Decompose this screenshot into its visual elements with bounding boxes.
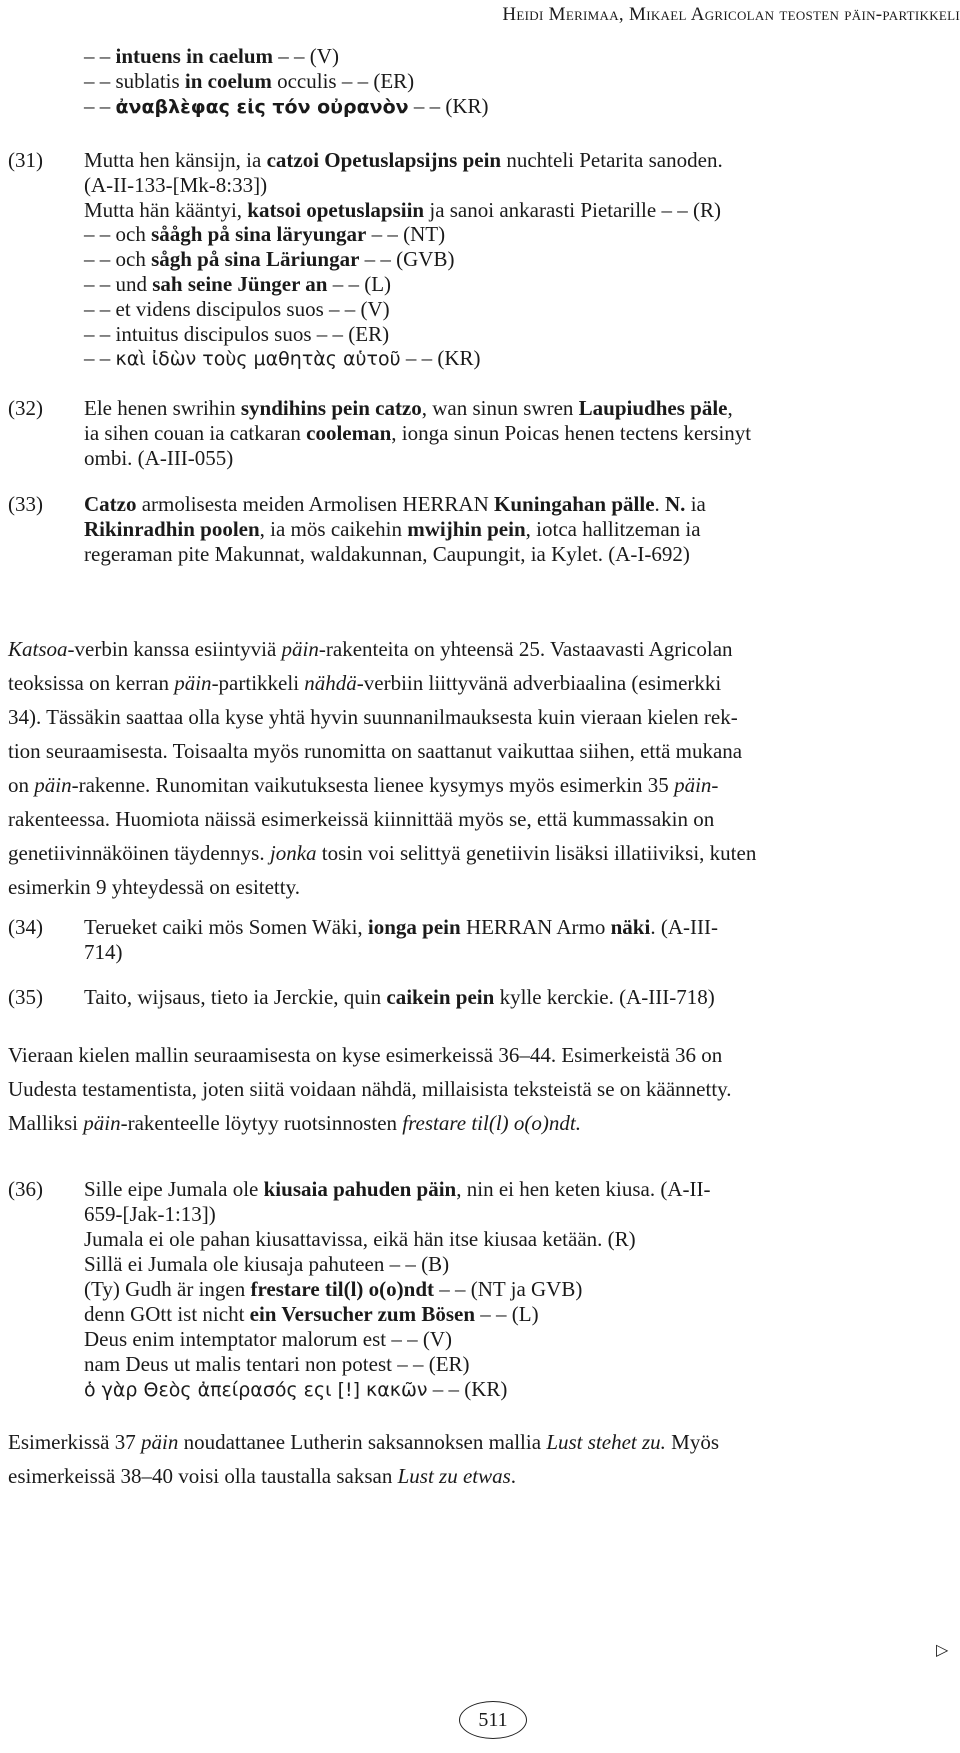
example-line	[84, 396, 733, 421]
example-line	[84, 1202, 216, 1227]
text-run: Mutta hän kääntyi,	[84, 197, 248, 222]
text-run: , nin ei hen keten kiusa. (A-II-	[456, 1177, 711, 1201]
paragraph-line	[8, 632, 952, 666]
text-run: Terueket caiki mös Somen Wäki,	[84, 915, 368, 939]
text-run: nuchteli Petarita sanoden.	[501, 148, 723, 172]
text-run: – – (GVB)	[359, 247, 455, 272]
example-line	[84, 1327, 452, 1352]
text-run: – –	[84, 44, 116, 68]
text-run: , ia mös caikehin	[259, 517, 408, 541]
text-run: – – (KR)	[408, 93, 489, 118]
text-run: rakenteessa. Huomiota näissä esimerkeissä kiinnittää myös se, että kummassakin on	[8, 807, 715, 831]
paragraph-line	[8, 700, 952, 734]
example-line	[84, 44, 339, 69]
text-run: (Ty) Gudh är ingen	[84, 1277, 251, 1301]
running-header: Heidi Merimaa, Mikael Agricolan teosten päin-partikkeli	[502, 4, 960, 25]
example-number: (36)	[8, 1177, 43, 1201]
text-run: genetiivinnäköinen täydennys.	[8, 841, 270, 865]
text-run: kiusaia pahuden päin	[263, 1177, 457, 1201]
text-run: Rikinradhin poolen	[84, 517, 260, 541]
text-run: tion seuraamisesta. Toisaalta myös runomitta on saattanut vaikuttaa siihen, että mukana	[8, 739, 743, 763]
text-run: armolisesta meiden Armolisen HERRAN	[136, 492, 495, 516]
text-run: ombi. (A-III-055)	[84, 446, 234, 470]
example-line	[84, 247, 454, 272]
text-run: Sillä ei Jumala ole kiusaja pahuteen – – (B)	[84, 1252, 450, 1276]
body-paragraph-3	[8, 1425, 952, 1493]
example-line	[84, 1252, 449, 1277]
text-run: in coelum	[184, 68, 272, 93]
example-line	[84, 915, 718, 940]
text-run: -rakenteita on yhteensä 25. Vastaavasti Agricolan	[318, 637, 733, 661]
paragraph-line	[8, 802, 952, 836]
text-run: -verbin kanssa esiintyviä	[67, 637, 282, 661]
text-run: – – et videns discipulos suos – – (V)	[84, 296, 390, 321]
text-run: Ele henen swrihin	[84, 396, 241, 420]
text-run: katsoi opetuslapsiin	[247, 197, 425, 222]
text-run: , wan sinun swren	[421, 396, 579, 420]
text-run: ia sihen couan ia catkaran	[84, 421, 307, 445]
text-run: – – (KR)	[400, 346, 481, 371]
example-line	[84, 1302, 539, 1327]
paragraph-line	[8, 836, 952, 870]
text-run: – –	[84, 346, 116, 371]
paragraph-line	[8, 1459, 952, 1493]
text-run: HERRAN Armo	[460, 915, 611, 939]
continue-arrow-icon: ▷	[936, 1642, 949, 1659]
text-run: noudattanee Lutherin saksannoksen mallia	[178, 1430, 547, 1454]
text-run: Kuningahan pälle	[494, 492, 655, 516]
text-run: – – och	[84, 247, 152, 272]
text-run: – – und	[84, 272, 153, 296]
text-run: – – (L)	[327, 272, 392, 296]
paragraph-line	[8, 734, 952, 768]
text-run: ionga pein	[367, 915, 461, 939]
example-line	[84, 517, 701, 542]
text-run: 714)	[84, 940, 123, 964]
text-run: såågh på sina läryungar	[151, 222, 367, 247]
body-paragraph-2	[8, 1038, 952, 1140]
paragraph-line	[8, 666, 952, 700]
text-run: syndihins pein catzo	[240, 396, 422, 420]
text-run: . (A-III-	[650, 915, 718, 939]
text-run: päin	[281, 637, 319, 661]
example-line	[84, 346, 481, 371]
text-run: occulis – – (ER)	[271, 68, 415, 93]
text-run: teoksissa on kerran	[8, 671, 175, 695]
example-line	[84, 542, 690, 567]
text-run: – – (L)	[475, 1302, 539, 1326]
text-run: denn GOtt ist nicht	[84, 1302, 250, 1326]
text-run: caikein pein	[386, 985, 495, 1009]
text-run: Uudesta testamentista, joten siitä voidaan nähdä, millaisista teksteistä se on käännetty.	[8, 1077, 732, 1101]
text-run: esimerkin 9 yhteydessä on esitetty.	[8, 875, 300, 899]
text-run: Katsoa	[8, 637, 68, 661]
paragraph-line	[8, 870, 952, 904]
text-run: Catzo	[84, 492, 137, 516]
text-run: – – (KR)	[427, 1377, 508, 1401]
example-line	[84, 94, 489, 119]
example-line	[84, 198, 721, 223]
text-run: .	[654, 492, 666, 516]
text-run: 34). Tässäkin saattaa olla kyse yhtä hyvin suunnanilmauksesta kuin vieraan kielen rek-	[8, 705, 738, 729]
text-run: -rakenne. Runomitan vaikutuksesta lienee kysymys myös esimerkin 35	[71, 773, 675, 797]
paragraph-line	[8, 1425, 952, 1459]
text-run: – – intuitus discipulos suos – – (ER)	[84, 321, 390, 346]
text-run: ἀναβλὲφας εἰς τόν οὐρανὸν	[115, 95, 409, 118]
text-run: -partikkeli	[211, 671, 305, 695]
body-paragraph-1	[8, 632, 952, 904]
example-line	[84, 446, 233, 471]
example-line	[84, 148, 723, 173]
text-run: – – (NT ja GVB)	[434, 1277, 583, 1301]
text-run: sah seine Jünger an	[152, 272, 328, 296]
example-number: (31)	[8, 148, 43, 172]
example-line	[84, 322, 389, 347]
text-run: – – sublatis	[84, 68, 185, 93]
text-run: 659-[Jak-1:13])	[84, 1202, 216, 1226]
text-run: nam Deus ut malis tentari non potest – – (ER)	[84, 1352, 470, 1376]
text-run: Myös	[665, 1430, 720, 1454]
text-run: , ionga sinun Poicas henen tectens kersinyt	[391, 421, 752, 445]
text-run: frestare til(l) o(o)ndt	[250, 1277, 434, 1301]
text-run: tosin voi selittyä genetiivin lisäksi illatiiviksi, kuten	[316, 841, 757, 865]
text-run: (A-II-133-[Mk-8:33])	[84, 172, 268, 197]
text-run: .	[510, 1464, 517, 1488]
example-line	[84, 1177, 710, 1202]
text-run: näki	[610, 915, 651, 939]
text-run: esimerkeissä 38–40 voisi olla taustalla saksan	[8, 1464, 398, 1488]
text-run: ein Versucher zum Bösen	[249, 1302, 476, 1326]
text-run: päin	[674, 773, 712, 797]
paragraph-line	[8, 1072, 952, 1106]
example-line	[84, 421, 751, 446]
text-run: päin	[140, 1430, 179, 1454]
example-line	[84, 1277, 582, 1302]
text-run: ὁ γὰρ Θεὸς ἀπείρασός εςι [!] κακῶν	[84, 1379, 428, 1401]
text-run: καὶ ἰδὼν τοὺς μαθητὰς αὑτοῦ	[115, 348, 401, 371]
text-run: , iotca hallitzeman ia	[525, 517, 701, 541]
text-run: Laupiudhes päle	[578, 396, 728, 420]
example-line	[84, 1227, 636, 1252]
example-line	[84, 492, 706, 517]
paragraph-line	[8, 1106, 952, 1140]
text-run: sågh på sina Läriungar	[151, 247, 360, 272]
text-run: ia	[685, 492, 706, 516]
text-run: frestare til(l) o(o)ndt.	[402, 1111, 581, 1135]
text-run: ja sanoi ankarasti Pietarille – – (R)	[424, 197, 721, 222]
text-run: regeraman pite Makunnat, waldakunnan, Caupungit, ia Kylet. (A-I-692)	[84, 542, 690, 566]
text-run: catzoi Opetuslapsijns pein	[266, 148, 502, 172]
example-line	[84, 272, 391, 297]
text-run: -verbiin liittyvänä adverbiaalina (esimerkki	[356, 671, 722, 695]
text-run: ,	[727, 396, 733, 420]
text-run: – –	[84, 93, 116, 118]
example-number: (34)	[8, 915, 43, 939]
text-run: -	[711, 773, 719, 797]
text-run: cooleman	[306, 421, 392, 445]
text-run: Lust zu etwas	[397, 1464, 511, 1488]
text-run: kylle kerckie. (A-III-718)	[494, 985, 715, 1009]
example-number: (35)	[8, 985, 43, 1009]
text-run: Sille eipe Jumala ole	[84, 1177, 264, 1201]
text-run: päin	[83, 1111, 121, 1135]
page-number: 511	[459, 1701, 527, 1739]
text-run: Mutta hen känsijn, ia	[84, 148, 267, 172]
text-run: päin	[34, 773, 72, 797]
text-run: intuens in caelum	[115, 44, 274, 68]
text-run: jonka	[269, 841, 317, 865]
example-line	[84, 985, 715, 1010]
text-run: – – (NT)	[366, 222, 446, 247]
text-run: päin	[174, 671, 212, 695]
text-run: – – (V)	[273, 44, 339, 68]
example-line	[84, 173, 267, 198]
example-line	[84, 69, 414, 94]
text-run: on	[8, 773, 35, 797]
text-run: Malliksi	[8, 1111, 84, 1135]
text-run: Taito, wijsaus, tieto ia Jerckie, quin	[84, 985, 387, 1009]
text-run: -rakenteelle löytyy ruotsinnosten	[120, 1111, 403, 1135]
paragraph-line	[8, 1038, 952, 1072]
text-run: Vieraan kielen mallin seuraamisesta on kyse esimerkeissä 36–44. Esimerkeistä 36 on	[8, 1043, 723, 1067]
example-line	[84, 222, 445, 247]
example-line	[84, 297, 390, 322]
example-number: (32)	[8, 396, 43, 420]
example-number: (33)	[8, 492, 43, 516]
paragraph-line	[8, 768, 952, 802]
text-run: Esimerkissä 37	[8, 1430, 141, 1454]
example-line	[84, 1352, 470, 1377]
text-run: N.	[665, 492, 686, 516]
text-run: mwijhin pein	[407, 517, 526, 541]
text-run: – – och	[84, 222, 152, 247]
text-run: nähdä	[304, 671, 357, 695]
text-run: Deus enim intemptator malorum est – – (V)	[84, 1327, 453, 1351]
text-run: Lust stehet zu.	[546, 1430, 666, 1454]
example-line	[84, 1377, 507, 1402]
example-line	[84, 940, 123, 965]
text-run: Jumala ei ole pahan kiusattavissa, eikä hän itse kiusaa ketään. (R)	[84, 1227, 636, 1251]
